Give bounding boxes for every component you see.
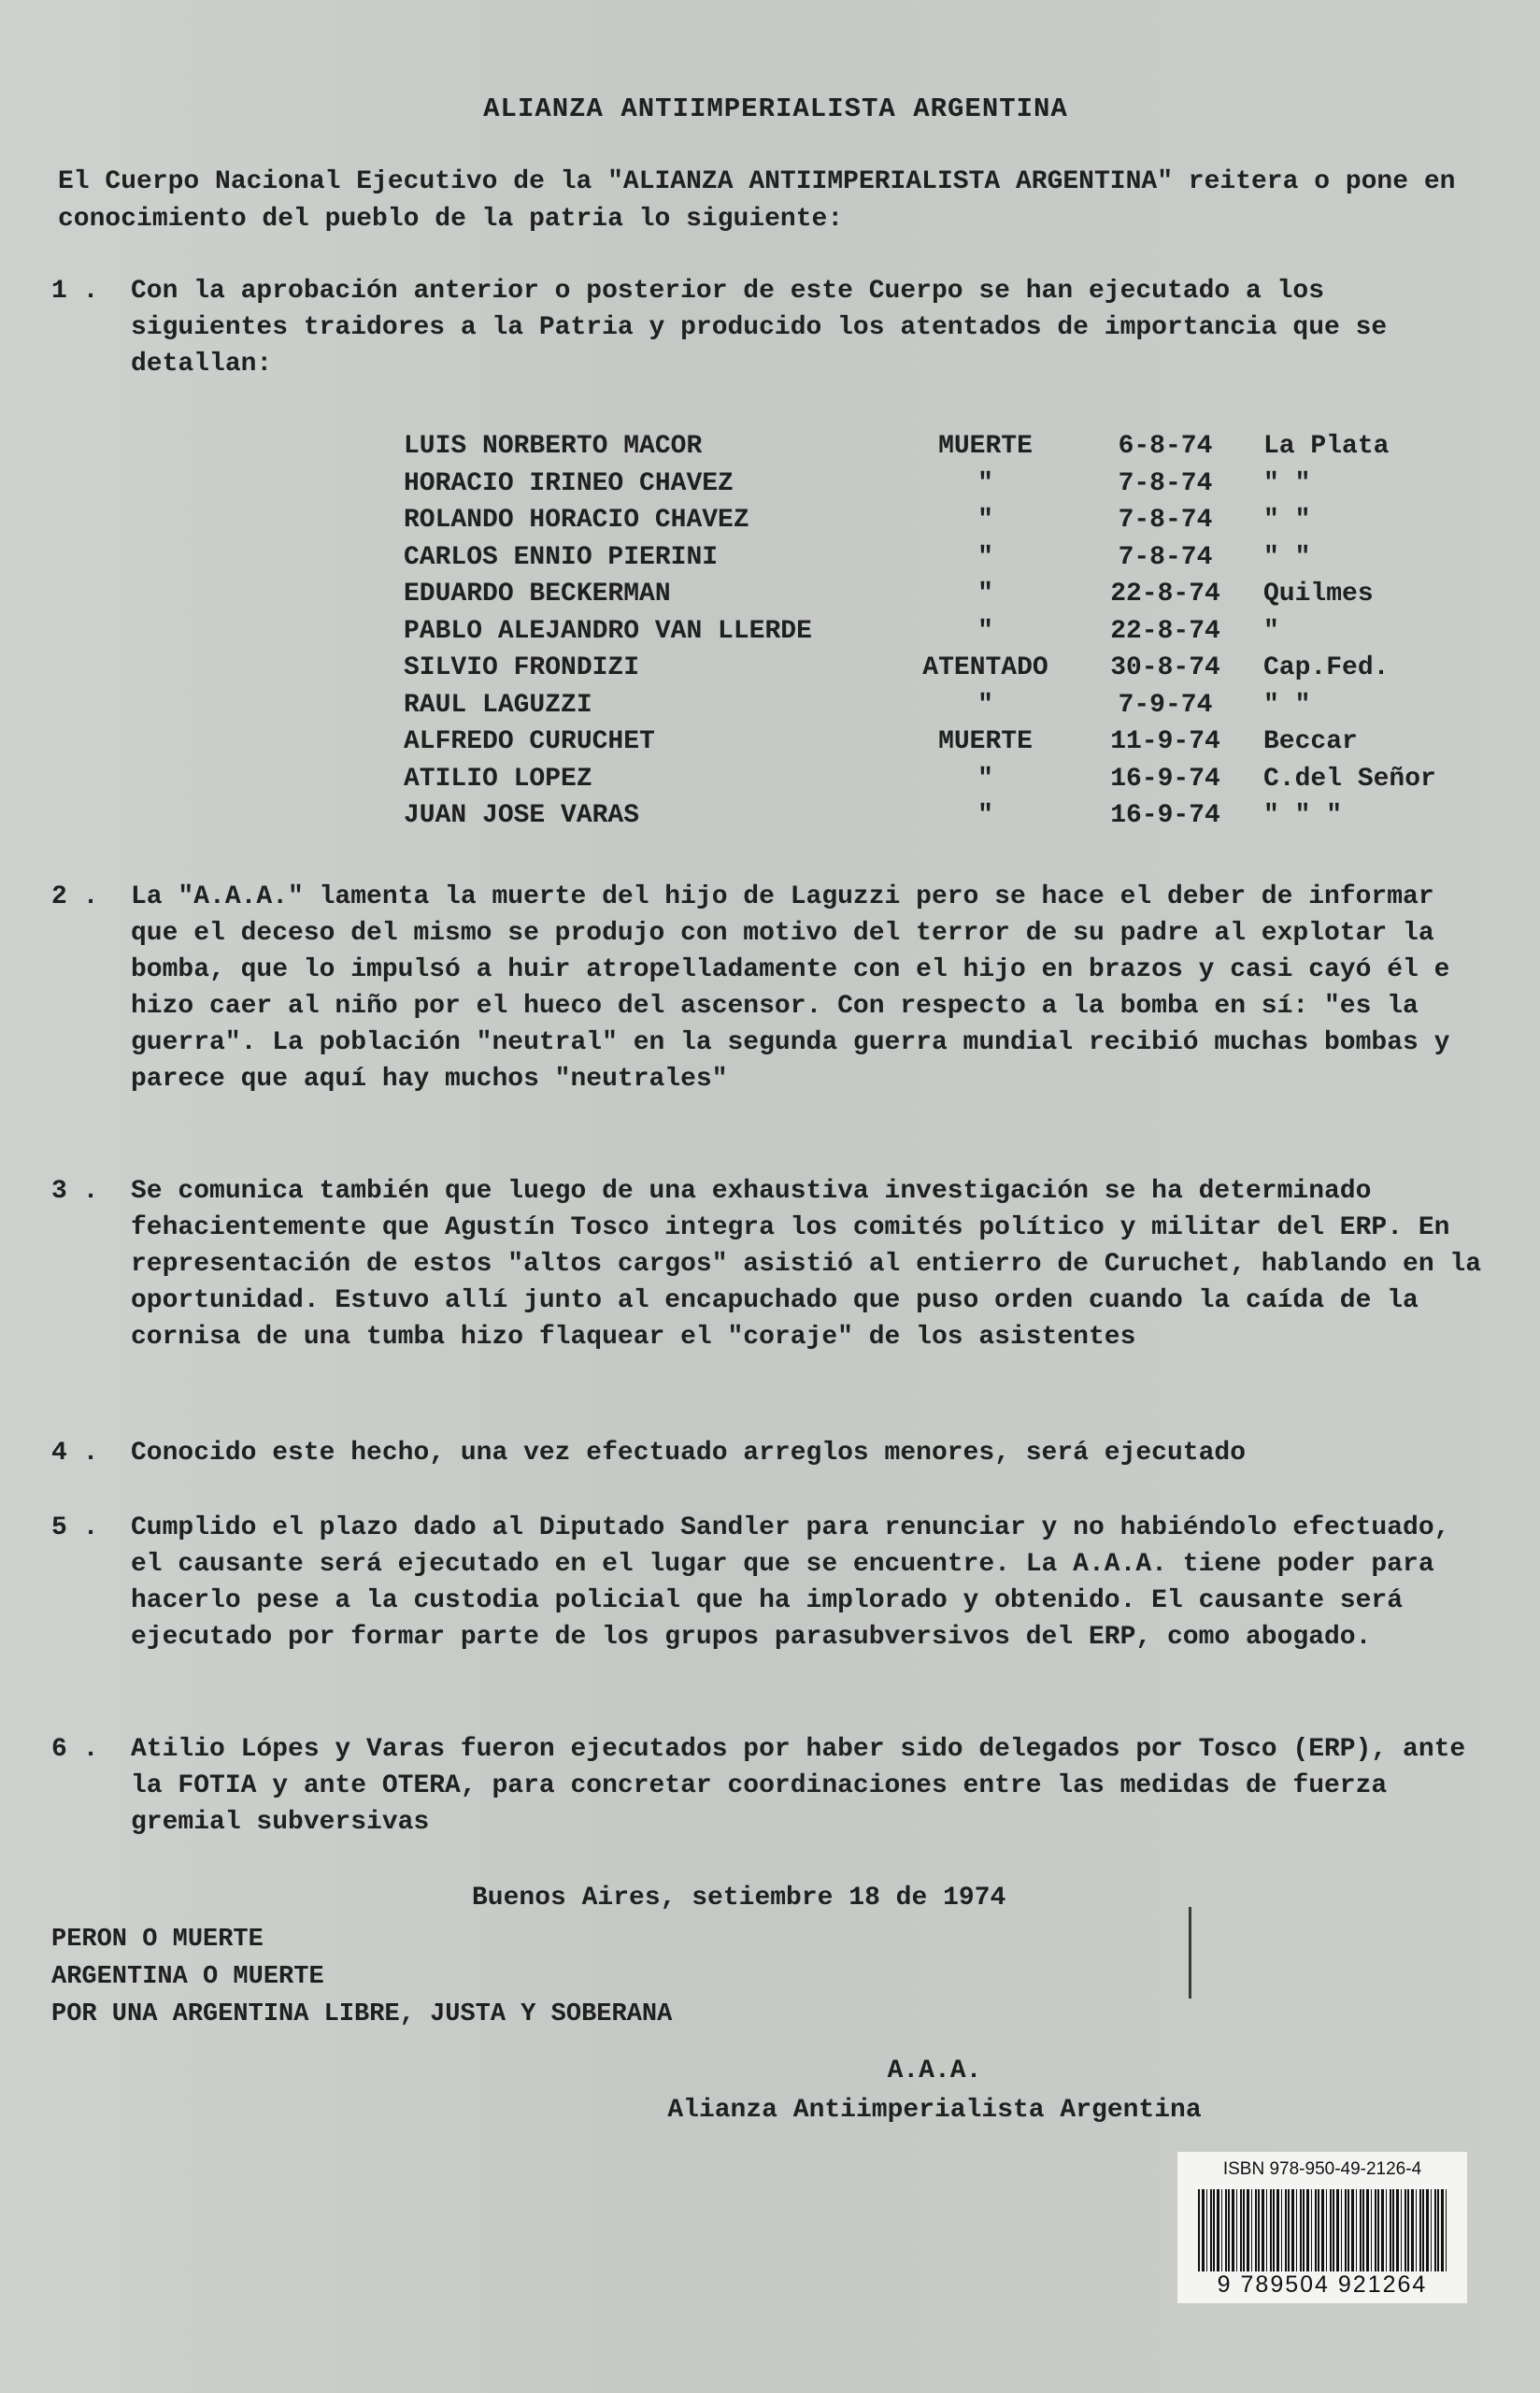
item-text: Con la aprobación anterior o posterior de este Cuerpo se han ejecutado a los siguientes traidores a la Patria y producido los atentados de importancia que se detallan: [131,277,1388,379]
row-date: 6-8-74 [1118,432,1213,461]
item-1 [51,273,1490,382]
row-date: 7-8-74 [1118,506,1213,535]
row-date: 7-8-74 [1118,542,1213,572]
row-place: Beccar [1263,727,1358,756]
row-date: 30-8-74 [1110,653,1220,682]
margin-mark [1189,1907,1191,1999]
row-status: " [977,616,993,646]
row-status: " [977,542,993,572]
table-row [404,761,1506,798]
row-date: 16-9-74 [1110,764,1220,794]
signature-initials: A.A.A. [887,2056,982,2085]
item-text: Conocido este hecho, una vez efectuado arreglos menores, será ejecutado [131,1439,1246,1468]
item-number: 3 . [51,1177,99,1206]
table-row [404,428,1506,466]
row-status: ATENTADO [922,653,1048,682]
item-text: Se comunica también que luego de una exhaustiva investigación se ha determinado fehacientemente que Agustín Tosco integra los comités político y militar del ERP. En representación de estos "altos cargos" asistió al entierro de Curuchet, hablando en la oportunidad. Estuvo allí junto al encapuchado que puso orden cuando la caída de la cornisa de una tumba hizo flaquear el "coraje" de los asistentes [131,1177,1482,1352]
item-3 [51,1173,1490,1355]
table-row [404,613,1506,651]
slogans-block [51,1921,672,2033]
row-place: La Plata [1263,432,1390,461]
victims-table [404,428,1506,835]
row-name: ATILIO LOPEZ [404,764,592,794]
row-date: 7-8-74 [1118,468,1213,498]
row-place: Quilmes [1263,580,1374,609]
dateline: Buenos Aires, setiembre 18 de 1974 [472,1884,1006,1913]
item-6 [51,1731,1490,1841]
item-text: Atilio Lópes y Varas fueron ejecutados por haber sido delegados por Tosco (ERP), ante la FOTIA y ante OTERA, para concretar coordinaciones entre las medidas de fuerza gremial subversivas [131,1735,1466,1837]
barcode-icon [1198,2189,1448,2271]
row-status: " [977,506,993,535]
document-title: ALIANZA ANTIIMPERIALISTA ARGENTINA [483,93,1068,124]
table-row [404,687,1506,724]
row-date: 16-9-74 [1110,801,1220,830]
signature-name: Alianza Antiimperialista Argentina [667,2096,1202,2125]
table-row [404,576,1506,613]
table-row [404,466,1506,503]
slogan-line: POR UNA ARGENTINA LIBRE, JUSTA Y SOBERANA [51,2000,673,2028]
item-number: 6 . [51,1735,99,1764]
row-place: " " [1263,542,1311,572]
row-name: PABLO ALEJANDRO VAN LLERDE [404,616,812,646]
slogan-line: PERON O MUERTE [51,1926,264,1954]
row-name: ROLANDO HORACIO CHAVEZ [404,506,749,535]
table-row [404,650,1506,687]
row-place: " " [1263,468,1311,498]
table-row [404,724,1506,761]
row-date: 11-9-74 [1110,727,1220,756]
row-name: SILVIO FRONDIZI [404,653,640,682]
ean-number: 9 789504 921264 [1217,2271,1428,2298]
row-date: 22-8-74 [1110,616,1220,646]
item-number: 4 . [51,1439,99,1468]
slogan-line: ARGENTINA O MUERTE [51,1963,324,1991]
row-name: CARLOS ENNIO PIERINI [404,542,719,572]
row-status: " [977,801,993,830]
item-text: Cumplido el plazo dado al Diputado Sandler para renunciar y no habiéndolo efectuado, el causante será ejecutado en el lugar que se encuentre. La A.A.A. tiene poder para hacerlo pese a la custodia policial que ha implorado y obtenido. El causante será ejecutado por formar parte de los grupos parasubversivos del ERP, como abogado. [131,1513,1450,1652]
row-status: " [977,764,993,794]
row-name: HORACIO IRINEO CHAVEZ [404,468,734,498]
signature-block [607,2052,1262,2130]
isbn-label: ISBN 978-950-49-2126-4 [1222,2159,1422,2179]
row-status: " [977,580,993,609]
row-name: EDUARDO BECKERMAN [404,580,671,609]
item-text: La "A.A.A." lamenta la muerte del hijo de Laguzzi pero se hace el deber de informar que el deceso del mismo se produjo con motivo del terror de su padre al explotar la bomba, que lo impulsó a huir atropelladamente con el hijo en brazos y casi cayó él e hizo caer al niño por el hueco del ascensor. Con respecto a la bomba en sí: "es la guerra". La población "neutral" en la segunda guerra mundial recibió muchas bombas y parece que aquí hay muchos "neutrales" [131,882,1450,1094]
row-place: Cap.Fed. [1263,653,1390,682]
intro-paragraph: El Cuerpo Nacional Ejecutivo de la "ALIANZA ANTIIMPERIALISTA ARGENTINA" reitera o pone en conocimiento del pueblo de la patria lo siguiente: [58,167,1456,234]
item-number: 5 . [51,1513,99,1542]
table-row [404,797,1506,835]
row-status: " [977,690,993,720]
row-name: LUIS NORBERTO MACOR [404,432,703,461]
item-number: 1 . [51,277,99,306]
row-date: 22-8-74 [1110,580,1220,609]
row-status: MUERTE [938,727,1033,756]
isbn-barcode [1177,2152,1467,2303]
row-name: ALFREDO CURUCHET [404,727,655,756]
row-place: " [1263,616,1279,646]
item-5 [51,1510,1490,1655]
row-place: " " [1263,506,1311,535]
item-number: 2 . [51,882,99,911]
row-name: JUAN JOSE VARAS [404,801,640,830]
row-place: " " " [1263,801,1343,830]
row-place: C.del Señor [1263,764,1436,794]
row-status: MUERTE [938,432,1033,461]
row-name: RAUL LAGUZZI [404,690,592,720]
row-date: 7-9-74 [1118,690,1213,720]
item-4 [51,1435,1490,1471]
table-row [404,502,1506,539]
row-status: " [977,468,993,498]
table-row [404,539,1506,577]
item-2 [51,879,1490,1097]
row-place: " " [1263,690,1311,720]
